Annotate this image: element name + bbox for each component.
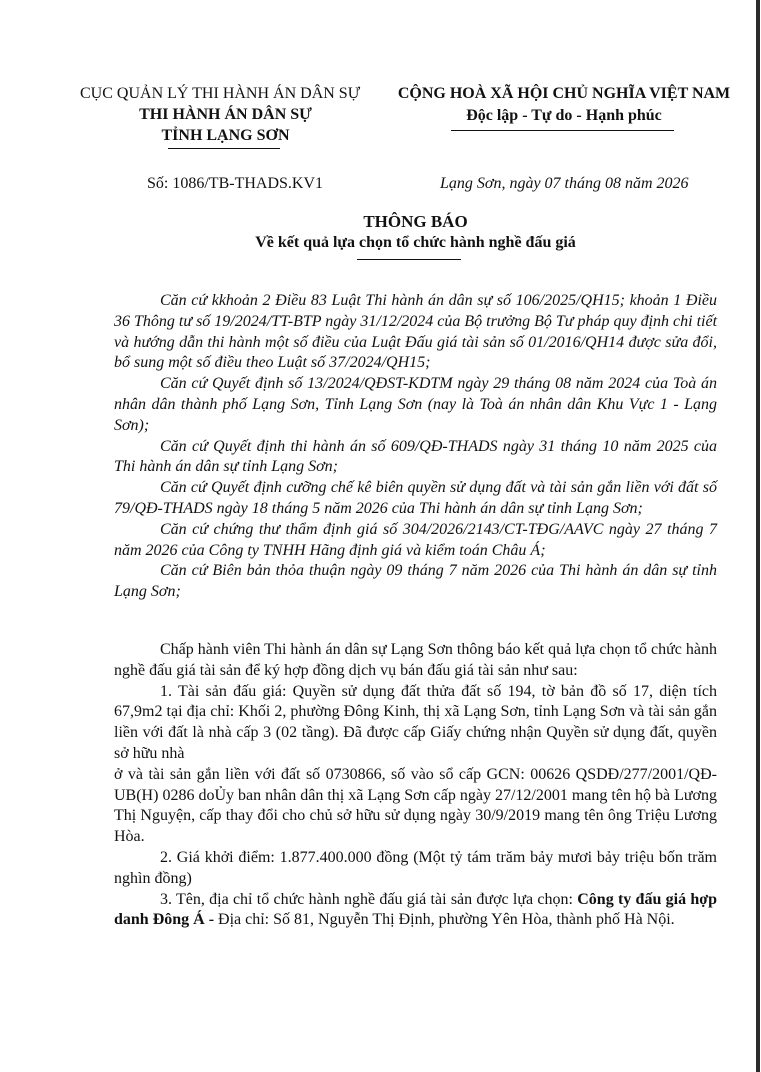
document-title: THÔNG BÁO	[363, 212, 468, 231]
agency-underline	[168, 148, 280, 149]
scan-edge	[756, 0, 760, 1072]
document-place-date: Lạng Sơn, ngày 07 tháng 08 năm 2026	[440, 175, 689, 192]
subtitle-underline	[357, 259, 461, 260]
legal-basis: Căn cứ kkhoản 2 Điều 83 Luật Thi hành án dân sự số 106/2025/QH15; khoản 1 Điều 36 Thông tư số 19/2024/TT-BTP ngày 31/12/2024 của Bộ trưởng Bộ Tư pháp quy định chi tiết và hướng dẫn thi hành một số điều của Luật Đấu giá tài sản số 01/2016/QH14 được sửa đổi, bổ sung một số điều theo Luật số 37/2024/QH15;	[114, 292, 718, 372]
starting-price: 2. Giá khởi điểm: 1.877.400.000 đồng (Một tỷ tám trăm bảy mươi bảy triệu bốn trăm nghìn đồng)	[114, 848, 717, 887]
national-motto: Độc lập - Tự do - Hạnh phúc	[466, 107, 662, 124]
selected-organization	[114, 890, 717, 932]
legal-basis: Căn cứ Quyết định thi hành án số 609/QĐ-THADS ngày 31 tháng 10 năm 2025 của Thi hành án dân sự tỉnh Lạng Sơn;	[114, 437, 717, 476]
organization-label: 3. Tên, địa chỉ tổ chức hành nghề đấu giá tài sản được lựa chọn:	[160, 890, 578, 908]
agency-province: TỈNH LẠNG SƠN	[161, 127, 290, 144]
motto-underline	[451, 130, 674, 131]
legal-bases	[114, 291, 717, 603]
intro-paragraph: Chấp hành viên Thi hành án dân sự Lạng Sơn thông báo kết quả lựa chọn tổ chức hành nghề đấu giá tài sản để ký hợp đồng dịch vụ bán đấu giá tài sản như sau:	[114, 641, 717, 679]
organization-name: Công ty đấu giá hợp danh Đông Á -	[114, 890, 717, 929]
asset-certificate: ở và tài sản gắn liền với đất số 0730866, số vào sổ cấp GCN: 00626 QSDĐ/277/2001/QĐ-UB(H) 0286 doỦy ban nhân dân thị xã Lạng Sơn cấp ngày 27/12/2001 mang tên hộ bà Lương Thị Nguyện, cấp thay đổi cho chủ sở hữu sử dụng ngày 30/9/2019 mang tên ông Triệu Lương Hòa.	[114, 765, 717, 846]
national-title: CỘNG HOÀ XÃ HỘI CHỦ NGHĨA VIỆT NAM	[397, 85, 731, 102]
document-subtitle: Về kết quả lựa chọn tổ chức hành nghề đấu giá	[255, 234, 576, 251]
legal-basis: Căn cứ Quyết định số 13/2024/QĐST-KDTM ngày 29 tháng 08 năm 2024 của Toà án nhân dân thành phố Lạng Sơn, Tỉnh Lạng Sơn (nay là Toà án nhân dân Khu Vực 1 - Lạng Sơn);	[114, 375, 717, 434]
notice-body	[114, 640, 717, 931]
document-number: Số: 1086/TB-THADS.KV1	[147, 175, 324, 192]
legal-basis: Căn cứ chứng thư thẩm định giá số 304/2026/2143/CT-TĐG/AAVC ngày 27 tháng 7 năm 2026 của Công ty TNHH Hãng định giá và kiểm toán Châu Á;	[114, 520, 717, 559]
agency-name: THI HÀNH ÁN DÂN SỰ	[139, 106, 312, 123]
asset-description: 1. Tài sản đấu giá: Quyền sử dụng đất thửa đất số 194, tờ bản đồ số 17, diện tích 67,9m2 tại địa chỉ: Khối 2, phường Đông Kinh, thị xã Lạng Sơn, tỉnh Lạng Sơn và tài sản gắn liền với đất là nhà cấp 3 (02 tầng). Đã được cấp Giấy chứng nhận Quyền sử dụng đất, quyền sở hữu nhà	[114, 682, 717, 762]
legal-basis: Căn cứ Biên bản thỏa thuận ngày 09 tháng 7 năm 2026 của Thi hành án dân sự tỉnh Lạng Sơn;	[114, 562, 717, 601]
legal-basis: Căn cứ Quyết định cưỡng chế kê biên quyền sử dụng đất và tài sản gắn liền với đất số 79/QĐ-THADS ngày 18 tháng 5 năm 2026 của Thi hành án dân sự tỉnh Lạng Sơn;	[114, 479, 717, 517]
agency-name-parent: CỤC QUẢN LÝ THI HÀNH ÁN DÂN SỰ	[80, 85, 361, 102]
organization-address: Địa chỉ: Số 81, Nguyễn Thị Định, phường Yên Hòa, thành phố Hà Nội.	[218, 911, 675, 929]
